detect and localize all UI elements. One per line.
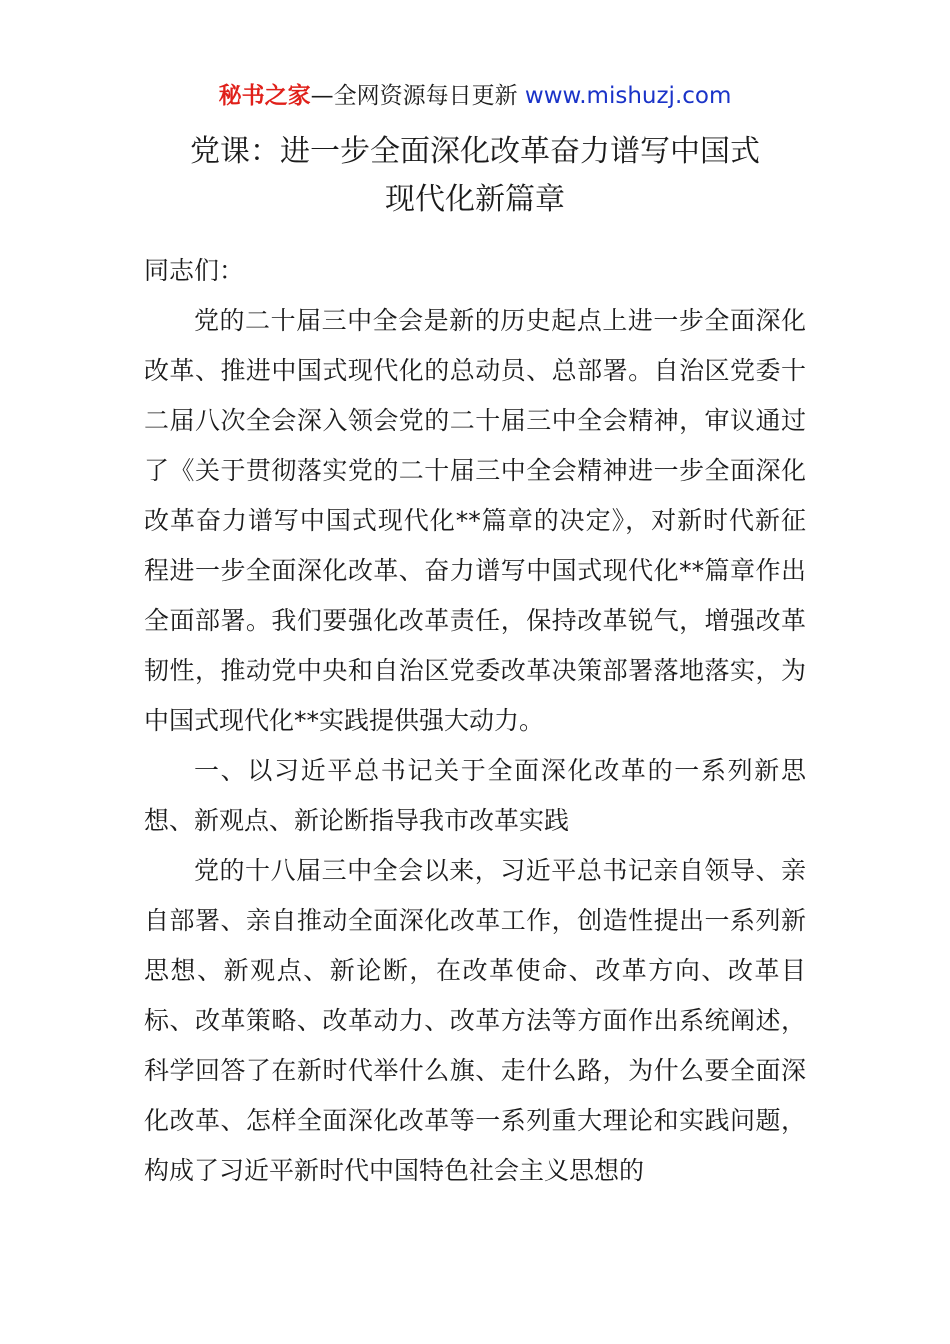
paragraph-intro: 党的二十届三中全会是新的历史起点上进一步全面深化改革、推进中国式现代化的总动员、总部署。自治区党委十二届八次全会深入领会党的二十届三中全会精神，审议通过了《关于贯彻落实党的二十届三中全会精神进一步全面深化改革奋力谱写中国式现代化**篇章的决定》，对新时代新征程进一步全面深化改革、奋力谱写中国式现代化**篇章作出全面部署。我们要强化改革责任，保持改革锐气，增强改革韧性，推动党中央和自治区党委改革决策部署落地落实，为中国式现代化**实践提供强大动力。	[144, 306, 806, 735]
title-line-2: 现代化新篇章	[385, 182, 565, 217]
salutation: 同志们：	[144, 256, 245, 285]
paragraph-section-1: 党的十八届三中全会以来，习近平总书记亲自领导、亲自部署、亲自推动全面深化改革工作，创造性提出一系列新思想、新观点、新论断，在改革使命、改革方向、改革目标、改革策略、改革动力、改革方法等方面作出系统阐述，科学回答了在新时代举什么旗、走什么路，为什么要全面深化改革、怎样全面深化改革等一系列重大理论和实践问题，构成了习近平新时代中国特色社会主义思想的	[144, 856, 806, 1185]
title-line-1: 党课：进一步全面深化改革奋力谱写中国式	[190, 134, 760, 169]
site-brand: 秘书之家	[218, 83, 311, 109]
section-heading-1: 一、以习近平总书记关于全面深化改革的一系列新思想、新观点、新论断指导我市改革实践	[144, 756, 806, 835]
site-header	[0, 80, 950, 112]
site-slogan: —全网资源每日更新	[310, 83, 525, 109]
document-title	[0, 128, 950, 224]
site-url-link[interactable]: www.mishuzj.com	[524, 83, 732, 109]
document-body	[144, 246, 806, 1196]
